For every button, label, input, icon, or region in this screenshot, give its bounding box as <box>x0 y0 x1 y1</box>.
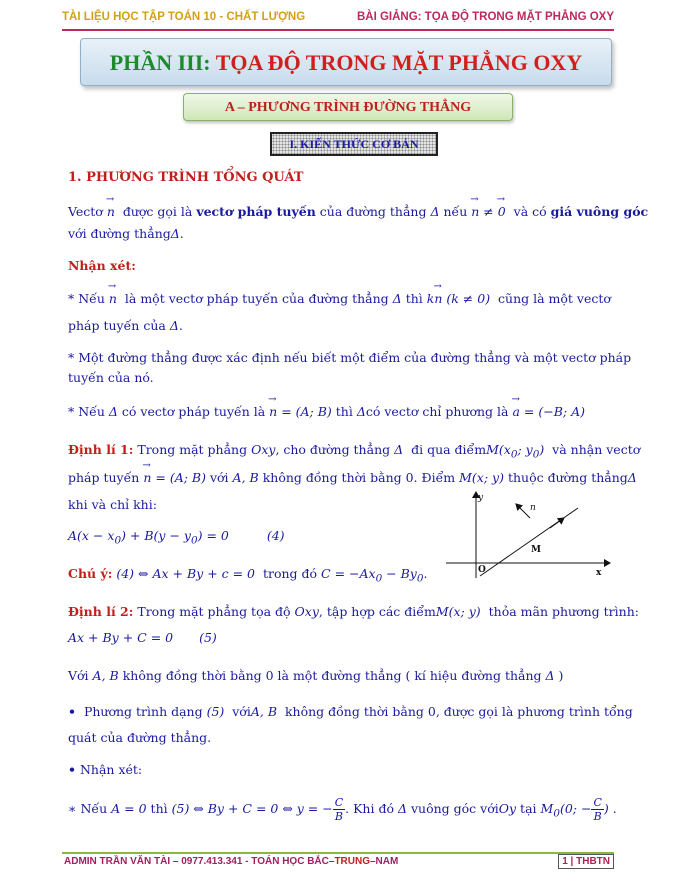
header-left: TÀI LIỆU HỌC TẬP TOÁN 10 - CHẤT LƯỢNG <box>62 11 306 23</box>
theorem-2-label: Định lí 2: <box>68 604 134 619</box>
definition-line-1: Vectơ → n được gọi là vectơ pháp tuyến của đường thẳng Δ nếu → n ≠ → 0 và có giá vuông góc <box>68 204 613 219</box>
origin-label: O <box>478 565 486 575</box>
paragraph-4: ∗ Nếu A = 0 thì (5) ⇔ By + C = 0 ⇔ y = − $\frac{C}{B}$ . Khi đó Δ vuông góc vớiOy tại $M_0(0$; − $\frac{C}{B}$ ) . <box>68 796 617 823</box>
equation-4-tag: (4) <box>266 528 285 543</box>
equation-4: $A(x - x_0) + B(y - y_0) = 0$ (4) <box>68 528 285 547</box>
part-banner <box>80 38 612 86</box>
paragraph-2-line-1: • Phương trình dạng (5) vớiA, B không đồng thời bằng 0, được gọi là phương trình tổng <box>68 704 633 719</box>
footer-divider <box>62 852 614 854</box>
vector-n: → n <box>107 204 115 219</box>
y-axis-label: y <box>478 493 484 503</box>
line-normal-vector-figure <box>440 488 616 578</box>
banner-part: PHẦN III: <box>109 50 211 75</box>
theorem-1-line-2: pháp tuyến → n = (A; B) với A, B không đồng thời bằng 0. Điểm M(x; y) thuộc đường thẳngΔ <box>68 470 613 485</box>
heading-1: 1. PHƯƠNG TRÌNH TỔNG QUÁT <box>68 170 304 185</box>
term-normal-vector: vectơ pháp tuyến <box>196 204 316 219</box>
section-a-title: A – PHƯƠNG TRÌNH ĐƯỜNG THẲNG <box>183 93 513 121</box>
footer-left: ADMIN TRẦN VĂN TÀI – 0977.413.341 - TOÁN HỌC BẮC–TRUNG–NAM <box>64 856 399 867</box>
theorem-1-line-1: Định lí 1: Trong mặt phẳng Oxy, cho đường thẳng Δ đi qua $điểmM(x_0$; $y_0$) và nhận vectơ <box>68 442 641 461</box>
theorem-1-line-3: khi và chỉ khi: <box>68 497 157 512</box>
remark-1-line-1: * Nếu → n là một vectơ pháp tuyến của đường thẳng Δ thì k→ n (k ≠ 0) cũng là một vectơ <box>68 291 613 306</box>
banner-title: TỌA ĐỘ TRONG MẶT PHẲNG OXY <box>215 50 583 75</box>
remark-1-line-2: pháp tuyến của Δ. <box>68 318 183 333</box>
equation-5: Ax + By + C = 0 (5) <box>68 630 217 645</box>
remark-2-line-1: * Một đường thẳng được xác định nếu biết một điểm của đường thẳng và một vectơ pháp <box>68 350 632 365</box>
paragraph-1: Với A, B không đồng thời bằng 0 là một đường thẳng ( kí hiệu đường thẳng Δ ) <box>68 668 564 683</box>
page-number: 1 <box>562 856 568 867</box>
equation-5-tag: (5) <box>199 630 217 645</box>
paragraph-2-line-2: quát của đường thẳng. <box>68 730 212 745</box>
footer-page: 1 | THBTN <box>558 854 614 869</box>
point-m-label: M <box>531 545 541 555</box>
direction-arrow <box>550 518 564 528</box>
remark-3: * Nếu Δ có vectơ pháp tuyến là → n = (A; B) thì Δcó vectơ chỉ phương là → a = (−B; A) <box>68 404 613 419</box>
term-perpendicular: giá vuông góc <box>550 204 649 219</box>
remark-2-line-2: tuyến của nó. <box>68 370 154 385</box>
page-header <box>62 6 614 28</box>
paragraph-3: • Nhận xét: <box>68 762 143 777</box>
remark-title: Nhận xét: <box>68 258 136 273</box>
header-right: BÀI GIẢNG: TỌA ĐỘ TRONG MẶT PHẲNG OXY <box>356 11 614 23</box>
normal-vector-label: n <box>530 503 536 513</box>
theorem-2-line-1: Định lí 2: Trong mặt phẳng tọa độ Oxy, tập hợp các điểmM(x; y) thỏa mãn phương trình: <box>68 604 639 619</box>
x-axis-label: x <box>596 568 602 578</box>
section-i-title: I. KIẾN THỨC CƠ BẢN <box>270 132 438 156</box>
note-label: Chú ý: <box>68 566 113 581</box>
theorem-1-label: Định lí 1: <box>68 442 134 457</box>
normal-vector-arrow <box>516 504 530 518</box>
definition-line-2: với đường thẳngΔ. <box>68 226 184 241</box>
note: Chú ý: (4) ⇔ Ax + By + c = 0 trong đó $C = -Ax_0 - By_0$. <box>68 566 428 585</box>
header-divider <box>62 29 614 31</box>
